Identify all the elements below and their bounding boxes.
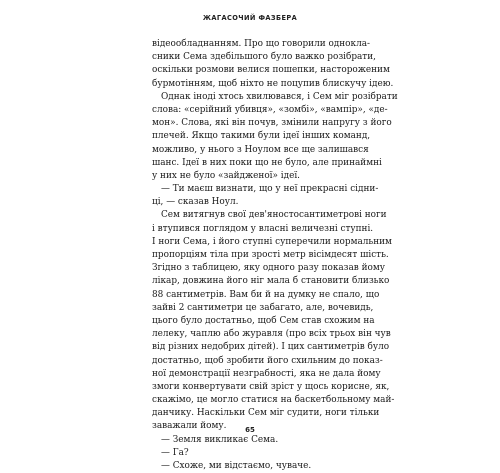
text-line: лелеку, чаплю або журавля (про всіх трьох він чув — [152, 329, 391, 340]
text-line: зайві 2 сантиметри це забагато, але, вочевидь, — [152, 302, 374, 313]
text-line: І ноги Сема, і його ступні суперечили нормальним — [152, 236, 392, 247]
text-line: лікар, довжина його ніг мала б становити близько — [152, 276, 390, 287]
text-line: достатньо, щоб зробити його схильним до показ- — [152, 355, 383, 366]
text-line: і втупився поглядом у власні величезні ступні. — [152, 223, 374, 234]
text-line: Сем витягнув свої дев'яностосантиметрові ноги — [161, 210, 387, 221]
text-line: сники Сема здебільшого було важко розібрати, — [152, 52, 376, 63]
running-head: ЖАГАСОЧИЙ ФАЗБЕРА — [202, 14, 298, 22]
text-line: шанс. Ідеї в них поки що не було, але принаймні — [152, 157, 382, 168]
page-number: 65 — [245, 426, 255, 434]
text-line: скажімо, це могло статися на баскетбольному май- — [152, 395, 395, 406]
text-line: заважали йому. — [152, 421, 227, 432]
text-line: у них не було «зайдженої» ідеї. — [152, 170, 300, 181]
text-line: змоги конвертувати свій зріст у щось корисне, як, — [152, 381, 390, 392]
text-line: ної демонстрації незграбності, яка не дала йому — [152, 368, 381, 379]
text-line: Однак іноді хтось хвилювався, і Сем міг розібрати — [161, 91, 398, 102]
text-line: мон». Слова, які він почув, змінили напругу з його — [152, 118, 392, 129]
text-line: плечей. Якщо такими були ідеї інших команд, — [152, 131, 371, 142]
text-line: 88 сантиметрів. Вам би й на думку не спало, що — [152, 289, 380, 300]
text-line: відеообладнанням. Про що говорили однокла- — [152, 39, 371, 49]
text-line: Згідно з таблицею, яку одного разу показав йому — [152, 263, 386, 274]
text-line: данчику. Наскільки Сем міг судити, ноги тільки — [152, 408, 380, 419]
text-line: цього було достатньо, щоб Сем став схожим на — [152, 315, 375, 326]
text-line: можливо, у нього з Ноулом все ще залишався — [152, 144, 369, 155]
body-text — [152, 38, 398, 473]
text-line: ці, — сказав Ноул. — [152, 197, 239, 208]
text-line: — Ти маєш визнати, що у неї прекрасні сідни- — [161, 184, 379, 195]
text-line: оскільки розмови велися пошепки, настороженим — [152, 65, 390, 76]
text-line: від різних недобрих дітей). І цих сантиметрів було — [152, 342, 390, 353]
text-line: — Га? — [161, 447, 189, 458]
text-line: — Схоже, ми відстаємо, чуваче. — [161, 461, 312, 471]
text-line: слова: «серійний убивця», «зомбі», «вампір», «де- — [152, 104, 388, 115]
text-line: бурмотінням, щоб ніхто не поцупив блискучу ідею. — [152, 78, 394, 89]
text-line: — Земля викликає Сема. — [161, 434, 279, 445]
text-line: пропорціям тіла при зрості метр вісімдесят шість. — [152, 250, 389, 260]
